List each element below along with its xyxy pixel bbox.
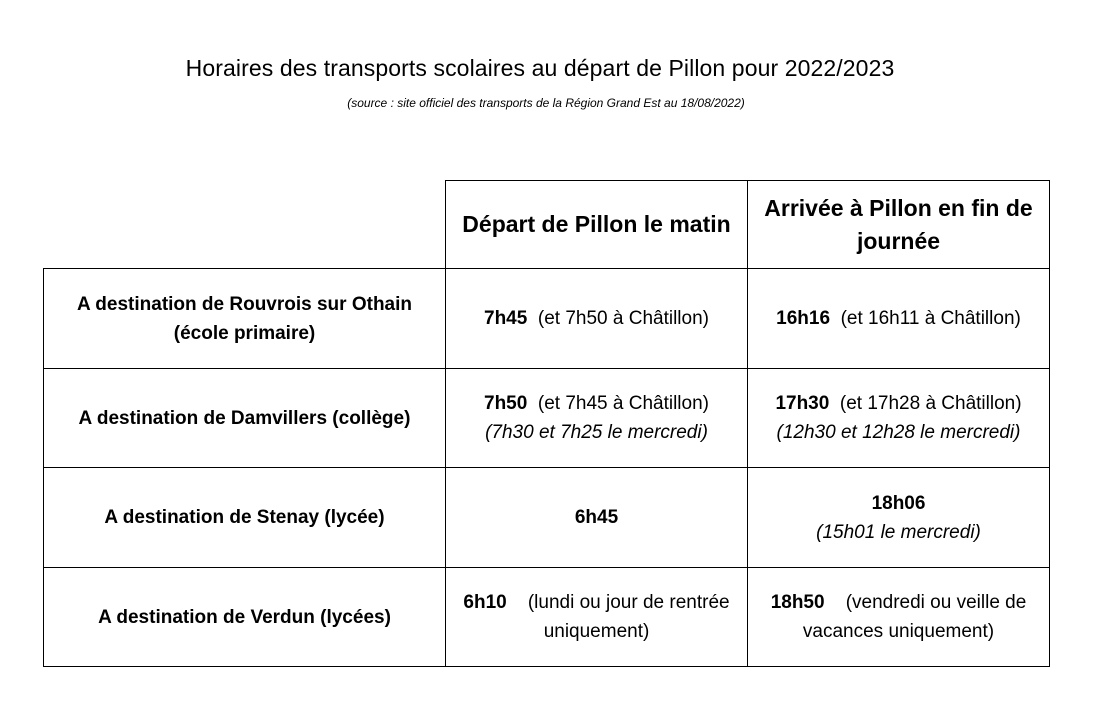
- arrivee-extra: (15h01 le mercredi): [816, 521, 981, 543]
- arrivee-cell-stenay: [748, 468, 1050, 568]
- arrivee-time: 16h16: [776, 308, 831, 329]
- arrivee-cell-verdun: [748, 568, 1050, 667]
- arrivee-cell-rouvrois: [748, 269, 1050, 369]
- row-label-verdun: A destination de Verdun (lycées): [44, 568, 446, 667]
- depart-note: (lundi ou jour de rentrée uniquement): [527, 592, 730, 642]
- table-row: [44, 369, 1050, 468]
- header-depart: Départ de Pillon le matin: [446, 181, 748, 269]
- depart-cell-verdun: [446, 568, 748, 667]
- header-empty-cell: [44, 181, 446, 269]
- arrivee-time: 18h50: [770, 592, 825, 613]
- depart-note: (et 7h50 à Châtillon): [537, 308, 709, 329]
- depart-extra: (7h30 et 7h25 le mercredi): [485, 422, 708, 443]
- arrivee-note: (et 16h11 à Châtillon): [840, 308, 1021, 329]
- table-header-row: [44, 181, 1050, 269]
- source-note: (source : site officiel des transports de la Région Grand Est au 18/08/2022): [347, 96, 745, 110]
- row-label-stenay: A destination de Stenay (lycée): [44, 468, 446, 568]
- arrivee-extra: (12h30 et 12h28 le mercredi): [776, 422, 1021, 443]
- depart-time: 6h45: [574, 507, 619, 528]
- table-row: [44, 468, 1050, 568]
- row-label-rouvrois: A destination de Rouvrois sur Othain (école primaire): [44, 269, 446, 369]
- header-arrivee: Arrivée à Pillon en fin de journée: [748, 181, 1050, 269]
- depart-time: 7h45: [484, 308, 528, 329]
- schedule-table: [43, 180, 1050, 667]
- arrivee-cell-damvillers: [748, 369, 1050, 468]
- page-title: Horaires des transports scolaires au départ de Pillon pour 2022/2023: [185, 55, 895, 81]
- arrivee-time: 18h06: [871, 492, 926, 514]
- depart-time: 6h10: [463, 592, 507, 613]
- arrivee-note: (vendredi ou veille de vacances uniquement): [802, 592, 1027, 642]
- depart-time: 7h50: [484, 393, 528, 414]
- arrivee-time: 17h30: [775, 393, 830, 414]
- depart-cell-rouvrois: [446, 269, 748, 369]
- table-row: [44, 269, 1050, 369]
- row-label-damvillers: A destination de Damvillers (collège): [44, 369, 446, 468]
- depart-cell-damvillers: [446, 369, 748, 468]
- depart-note: (et 7h45 à Châtillon): [537, 393, 709, 414]
- arrivee-note: (et 17h28 à Châtillon): [839, 393, 1022, 414]
- depart-cell-stenay: [446, 468, 748, 568]
- table-row: [44, 568, 1050, 667]
